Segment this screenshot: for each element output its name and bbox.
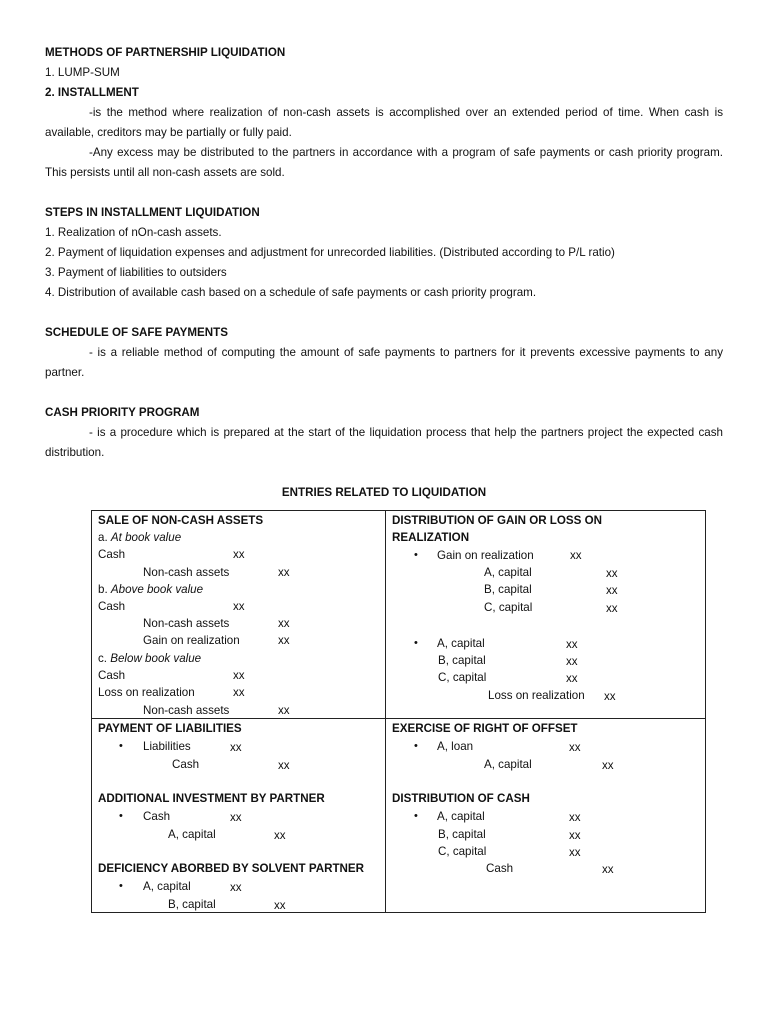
bullet-icon: • — [119, 740, 123, 752]
dist-gl-loss-b-cap: B, capital — [438, 654, 486, 667]
steps-title: STEPS IN INSTALLMENT LIQUIDATION — [45, 206, 260, 219]
dist-gl-loss-a-cap: A, capital — [437, 637, 485, 650]
liab-cash: Cash — [172, 758, 200, 771]
distcash-a-cap: A, capital — [437, 810, 485, 823]
bullet-icon: • — [414, 637, 418, 649]
sale-c-loss-xx: xx — [233, 686, 245, 699]
dist-gl-loss-c-cap: C, capital — [438, 671, 487, 684]
sale-c-cash-xx: xx — [233, 669, 245, 682]
entries-title: ENTRIES RELATED TO LIQUIDATION — [281, 486, 487, 499]
addinv-cash: Cash — [143, 810, 171, 823]
dist-gl-loss-a-cap-xx: xx — [566, 638, 578, 651]
step-1: 1. Realization of nOn-cash assets. — [45, 226, 222, 239]
sale-b-cash: Cash — [98, 600, 126, 613]
dist-gl-a-cap-xx: xx — [606, 567, 618, 580]
dist-gl-loss: Loss on realization — [488, 689, 585, 702]
sale-b-gain-xx: xx — [278, 634, 290, 647]
sale-b-cash-xx: xx — [233, 600, 245, 613]
installment-paragraph-2: -Any excess may be distributed to the partners in accordance with a program of safe payments or cash priority program. This persists until all non-cash assets are sold. — [45, 146, 723, 179]
deficiency-a-cap: A, capital — [143, 880, 191, 893]
deficiency-b-cap: B, capital — [168, 898, 216, 911]
distcash-heading: DISTRIBUTION OF CASH — [392, 792, 530, 805]
sale-c-label: c. Below book value — [98, 652, 202, 665]
sale-b-noncash-xx: xx — [278, 617, 290, 630]
sale-b-label: b. Above book value — [98, 583, 204, 596]
offset-heading: EXERCISE OF RIGHT OF OFFSET — [392, 722, 578, 735]
dist-gl-heading-2: REALIZATION — [392, 531, 470, 544]
method-lump-sum: 1. LUMP-SUM — [45, 66, 120, 79]
sale-b-gain: Gain on realization — [143, 634, 240, 647]
liab-heading: PAYMENT OF LIABILITIES — [98, 722, 242, 735]
sale-c-cash: Cash — [98, 669, 126, 682]
liab-liabilities-xx: xx — [230, 741, 242, 754]
distcash-a-cap-xx: xx — [569, 811, 581, 824]
document-body — [45, 43, 723, 503]
sale-a-cash-xx: xx — [233, 548, 245, 561]
sale-a-cash: Cash — [98, 548, 126, 561]
bullet-icon: • — [414, 740, 418, 752]
sale-a-noncash-xx: xx — [278, 566, 290, 579]
schedule-paragraph: - is a reliable method of computing the amount of safe payments to partners for it prevents excessive payments to any partner. — [45, 346, 723, 379]
step-2: 2. Payment of liquidation expenses and adjustment for unrecorded liabilities. (Distributed according to P/L ratio) — [45, 246, 615, 259]
dist-gl-c-cap-xx: xx — [606, 602, 618, 615]
addinv-cash-xx: xx — [230, 811, 242, 824]
cpp-title: CASH PRIORITY PROGRAM — [45, 406, 200, 419]
method-installment: 2. INSTALLMENT — [45, 86, 139, 99]
sale-b-noncash: Non-cash assets — [143, 617, 230, 630]
dist-gl-loss-b-cap-xx: xx — [566, 655, 578, 668]
schedule-title: SCHEDULE OF SAFE PAYMENTS — [45, 326, 228, 339]
offset-a-cap: A, capital — [484, 758, 532, 771]
dist-gl-a-cap: A, capital — [484, 566, 532, 579]
dist-gl-gain-xx: xx — [570, 549, 582, 562]
sale-c-noncash-xx: xx — [278, 704, 290, 717]
offset-a-loan-xx: xx — [569, 741, 581, 754]
dist-gl-b-cap-xx: xx — [606, 584, 618, 597]
distcash-b-cap-xx: xx — [569, 829, 581, 842]
deficiency-b-cap-xx: xx — [274, 899, 286, 912]
doc-title: METHODS OF PARTNERSHIP LIQUIDATION — [45, 46, 286, 59]
sale-a-noncash: Non-cash assets — [143, 566, 230, 579]
bullet-icon: • — [119, 810, 123, 822]
dist-gl-heading-1: DISTRIBUTION OF GAIN OR LOSS ON — [392, 514, 602, 527]
step-4: 4. Distribution of available cash based on a schedule of safe payments or cash priority program. — [45, 286, 537, 299]
liab-cash-xx: xx — [278, 759, 290, 772]
addinv-a-cap-xx: xx — [274, 829, 286, 842]
sale-c-loss: Loss on realization — [98, 686, 195, 699]
distcash-cash: Cash — [486, 862, 514, 875]
installment-paragraph-1: -is the method where realization of non-cash assets is accomplished over an extended period of time. When cash is available, creditors may be partially or fully paid. — [45, 106, 723, 139]
step-3: 3. Payment of liabilities to outsiders — [45, 266, 227, 279]
distcash-c-cap: C, capital — [438, 845, 487, 858]
sale-c-noncash: Non-cash assets — [143, 704, 230, 717]
dist-gl-gain: Gain on realization — [437, 549, 534, 562]
distcash-c-cap-xx: xx — [569, 846, 581, 859]
entries-table — [91, 510, 706, 913]
addinv-a-cap: A, capital — [168, 828, 216, 841]
sale-heading: SALE OF NON-CASH ASSETS — [98, 514, 264, 527]
offset-a-cap-xx: xx — [602, 759, 614, 772]
sale-a-label: a. At book value — [98, 531, 182, 544]
bullet-icon: • — [414, 549, 418, 561]
distcash-cash-xx: xx — [602, 863, 614, 876]
offset-a-loan: A, loan — [437, 740, 474, 753]
dist-gl-c-cap: C, capital — [484, 601, 533, 614]
dist-gl-loss-xx: xx — [604, 690, 616, 703]
bullet-icon: • — [119, 880, 123, 892]
distcash-b-cap: B, capital — [438, 828, 486, 841]
addinv-heading: ADDITIONAL INVESTMENT BY PARTNER — [98, 792, 325, 805]
deficiency-heading: DEFICIENCY ABORBED BY SOLVENT PARTNER — [98, 862, 365, 875]
cpp-paragraph: - is a procedure which is prepared at the start of the liquidation process that help the partners project the expected cash distribution. — [45, 426, 723, 459]
liab-liabilities: Liabilities — [143, 740, 191, 753]
deficiency-a-cap-xx: xx — [230, 881, 242, 894]
bullet-icon: • — [414, 810, 418, 822]
dist-gl-b-cap: B, capital — [484, 583, 532, 596]
dist-gl-loss-c-cap-xx: xx — [566, 672, 578, 685]
